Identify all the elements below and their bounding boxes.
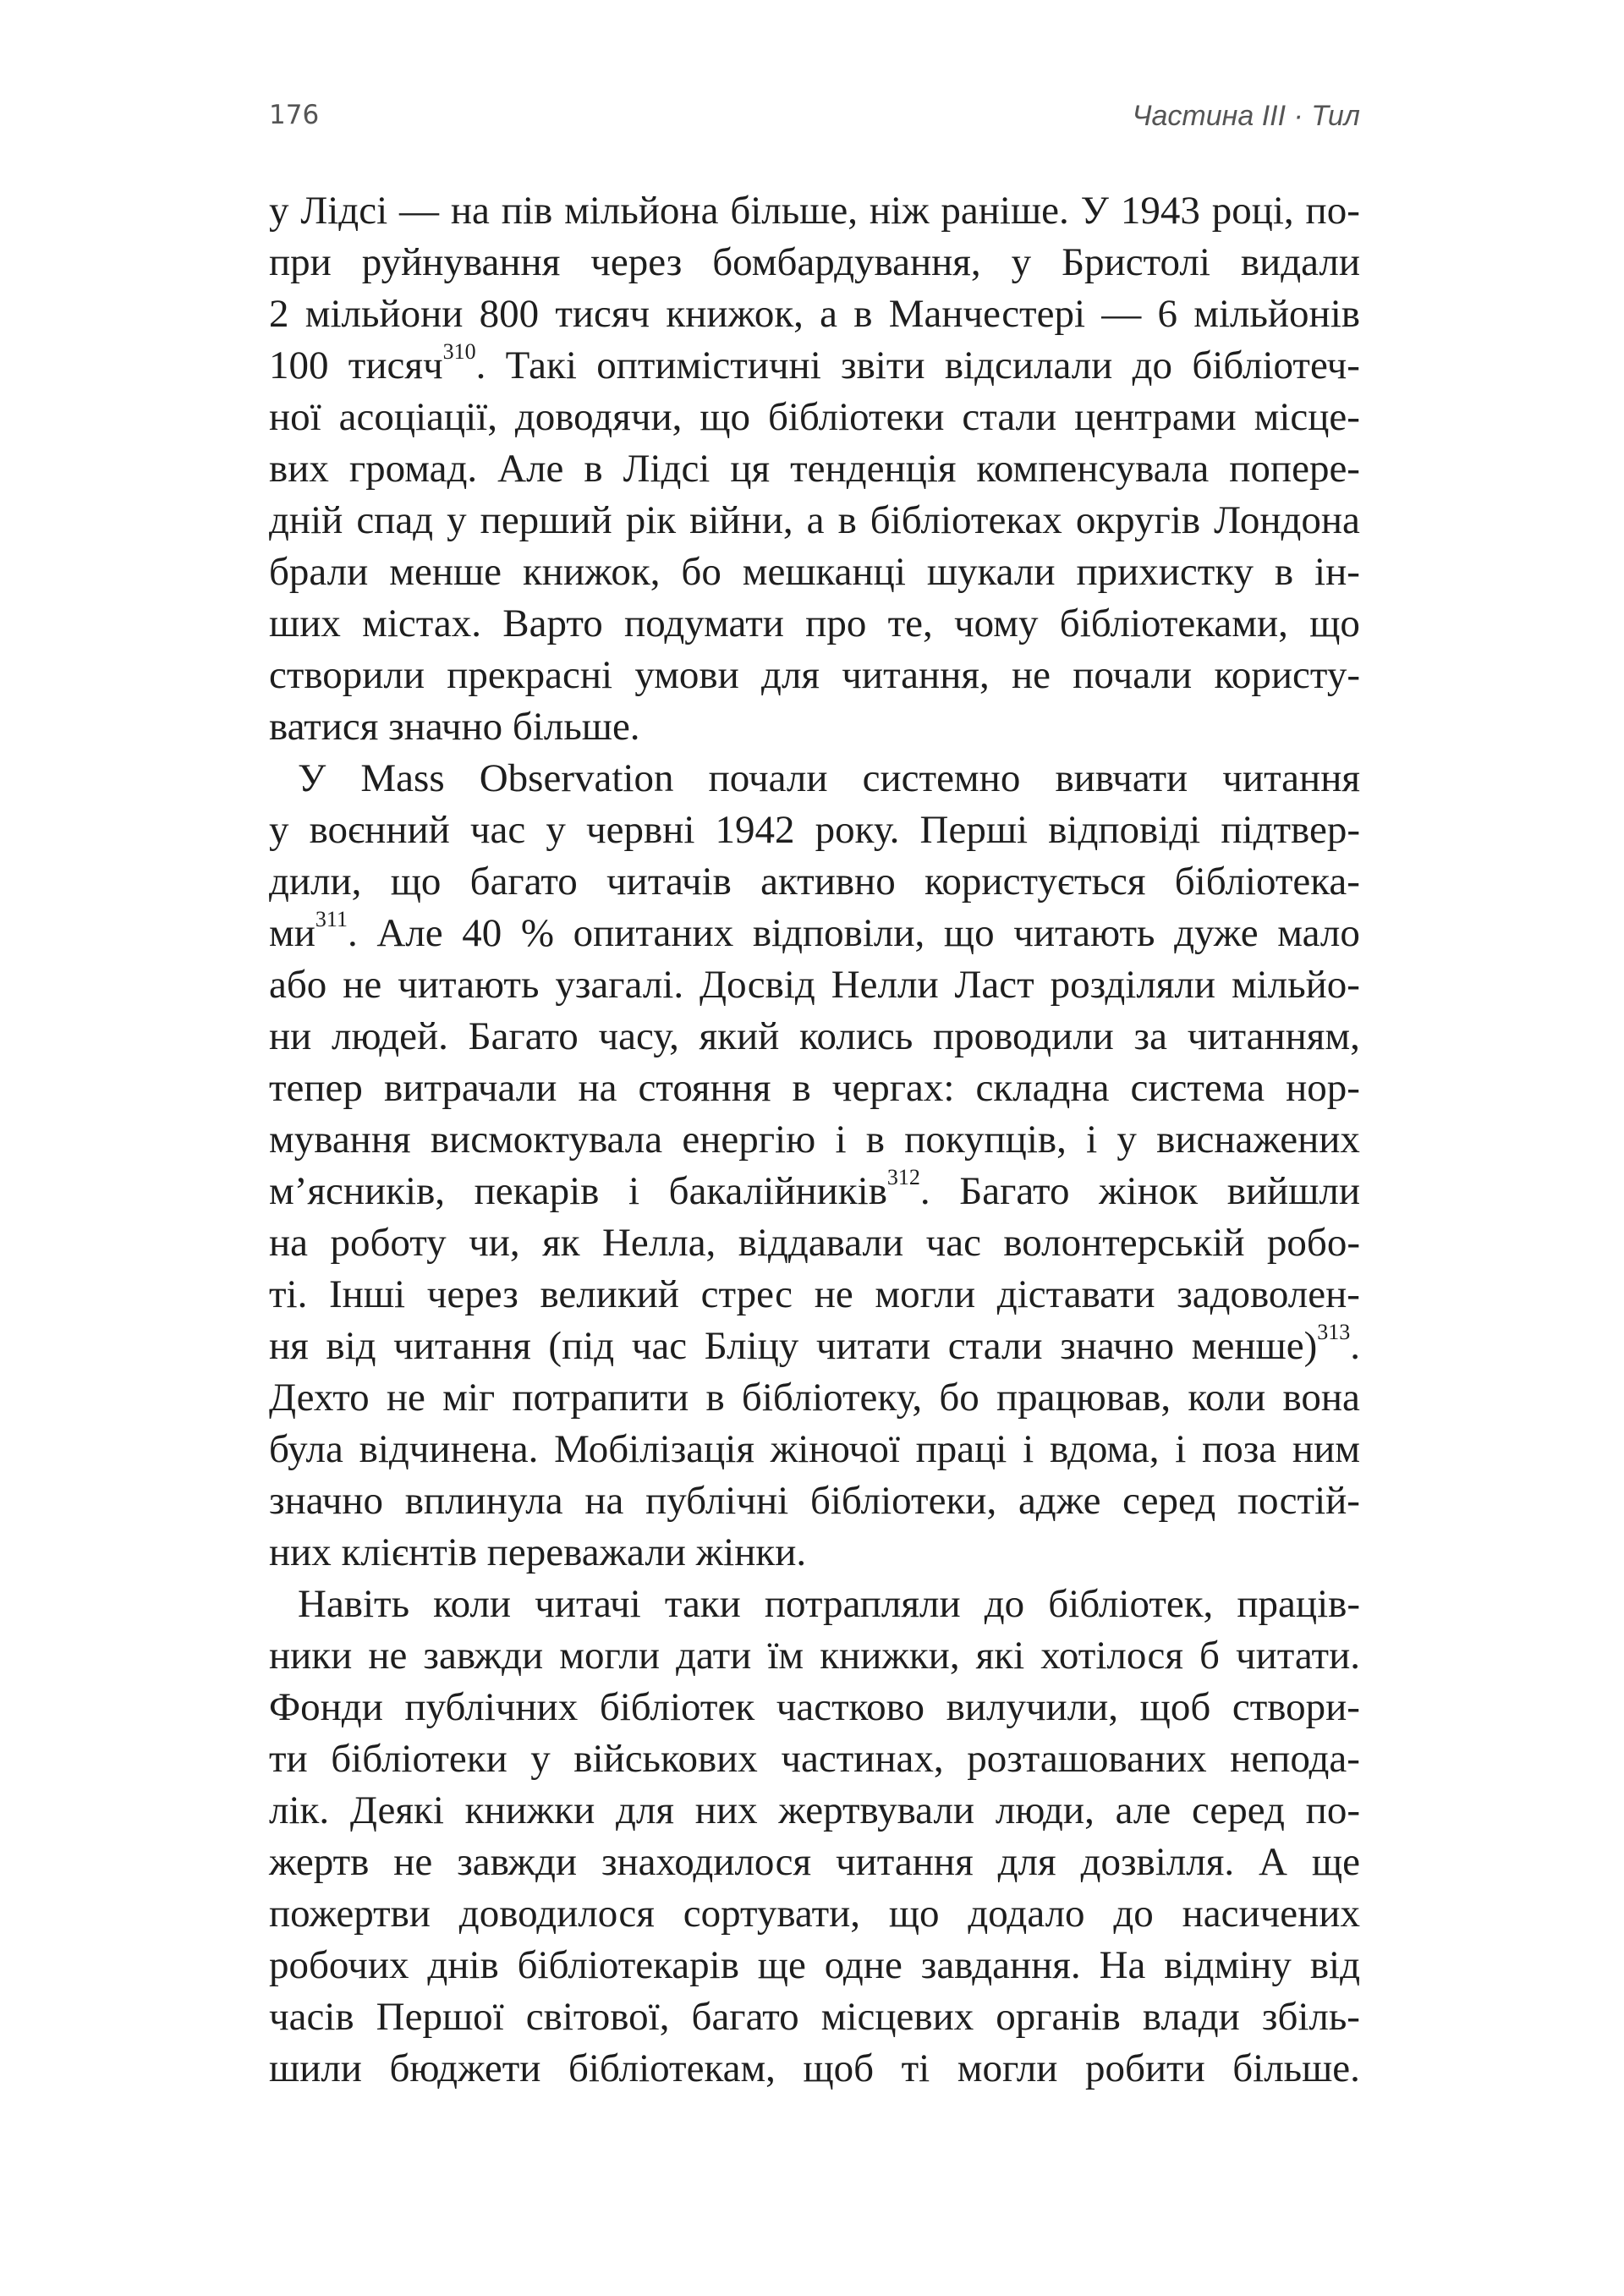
text-line: жертв не завжди знаходилося читання для дозвілля. А ще xyxy=(269,1840,1360,1884)
text-line: шили бюджети бібліотекам, щоб ті могли робити більше. xyxy=(269,2046,1360,2090)
text-line: ті. Інші через великий стрес не могли діставати задоволен- xyxy=(269,1272,1360,1316)
text-line: у Лідсі — на пів мільйона більше, ніж раніше. У 1943 році, по- xyxy=(269,189,1360,233)
text-line: мування висмоктувала енергію і в покупців, і у виснажених xyxy=(269,1118,1360,1162)
text-line: ня від читання (під час Бліцу читати стали значно менше)$^{313}$. xyxy=(269,1320,1360,1368)
text-line: у воєнний час у червні 1942 року. Перші відповіді підтвер- xyxy=(269,808,1360,852)
text-line: $ми^{311}$. Але 40 % опитаних відповіли, що читають дуже мало xyxy=(269,907,1360,955)
footnote-marker: 311 xyxy=(315,907,348,932)
text-line: 100 тисяч$^{310}$. Такі оптимістичні звіти відсилали до бібліотеч- xyxy=(269,339,1360,387)
text-line: при руйнування через бомбардування, у Бристолі видали xyxy=(269,240,1360,284)
text-line: дній спад у перший рік війни, а в бібліотеках округів Лондона xyxy=(269,498,1360,542)
text-line: створили прекрасні умови для читання, не почали користу- xyxy=(269,653,1360,697)
text-line: м’ясників, пекарів і бакалійників$^{312}$. Багато жінок вийшли xyxy=(269,1165,1360,1213)
text-line: Навіть коли читачі таки потрапляли до бібліотек, праців- xyxy=(298,1582,1360,1626)
text-line: вих громад. Але в Лідсі ця тенденція компенсувала попере- xyxy=(269,447,1360,491)
text-line: них клієнтів переважали жінки. xyxy=(269,1530,807,1574)
paragraph xyxy=(269,1579,1360,2095)
paragraph xyxy=(269,753,1360,1579)
body-text xyxy=(269,185,1360,2095)
text-line: пожертви доводилося сортувати, що додало до насичених xyxy=(269,1892,1360,1936)
footnote-marker: 310 xyxy=(442,339,476,365)
text-line: Дехто не міг потрапити в бібліотеку, бо працював, коли вона xyxy=(269,1376,1360,1420)
text-line: була відчинена. Мобілізація жіночої праці і вдома, і поза ним xyxy=(269,1427,1360,1471)
text-line: робочих днів бібліотекарів ще одне завдання. На відміну від xyxy=(269,1943,1360,1987)
text-line: Фонди публічних бібліотек частково вилучили, щоб створи- xyxy=(269,1685,1360,1729)
text-line: часів Першої світової, багато місцевих органів влади збіль- xyxy=(269,1995,1360,2039)
page-number: 176 xyxy=(269,100,320,130)
text-line: ватися значно більше. xyxy=(269,705,640,749)
paragraph xyxy=(269,185,1360,753)
footnote-marker: 313 xyxy=(1317,1320,1351,1345)
text-line: тепер витрачали на стояння в чергах: складна система нор- xyxy=(269,1066,1360,1110)
text-line: ти бібліотеки у військових частинах, розташованих непода- xyxy=(269,1737,1360,1781)
text-line: брали менше книжок, бо мешканці шукали прихистку в ін- xyxy=(269,550,1360,594)
text-line: ної асоціації, доводячи, що бібліотеки стали центрами місце- xyxy=(269,395,1360,439)
text-line: на роботу чи, як Нелла, віддавали час волонтерській робо- xyxy=(269,1221,1360,1265)
text-line: дили, що багато читачів активно користується бібліотека- xyxy=(269,860,1360,904)
text-line: лік. Деякі книжки для них жертвували люди, але серед по- xyxy=(269,1788,1360,1832)
text-line: ших містах. Варто подумати про те, чому бібліотеками, що xyxy=(269,601,1360,645)
text-line: 2 мільйони 800 тисяч книжок, а в Манчестері — 6 мільйонів xyxy=(269,292,1360,336)
text-line: ники не завжди могли дати їм книжки, які хотілося б читати. xyxy=(269,1634,1360,1678)
running-head: Частина III · Тил xyxy=(1132,100,1360,132)
text-line: ни людей. Багато часу, який колись проводили за читанням, xyxy=(269,1014,1360,1058)
text-line: значно вплинула на публічні бібліотеки, адже серед постій- xyxy=(269,1479,1360,1523)
text-line: або не читають узагалі. Досвід Нелли Ласт розділяли мільйо- xyxy=(269,963,1360,1007)
footnote-marker: 312 xyxy=(886,1165,920,1190)
text-line: У Mass Observation почали системно вивчати читання xyxy=(298,756,1360,800)
